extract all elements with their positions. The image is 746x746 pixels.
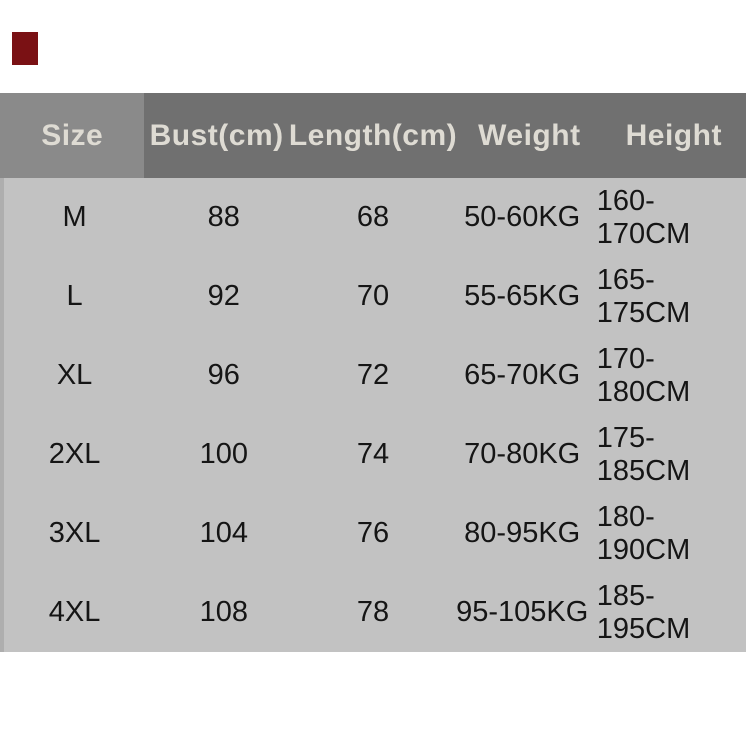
length-value: 78 (356, 596, 390, 628)
table-row-l (0, 257, 746, 336)
column-header-bust: Bust(cm) (149, 118, 284, 152)
height-value: 185-195CM (596, 579, 691, 645)
size-label: 2XL (48, 438, 101, 470)
size-label: 3XL (48, 517, 101, 549)
height-value: 165-175CM (596, 263, 691, 329)
bust-value: 92 (207, 280, 240, 312)
weight-value: 80-95KG (464, 517, 581, 549)
size-label: L (66, 280, 83, 312)
length-value: 72 (356, 359, 390, 391)
table-row-2xl (0, 415, 746, 494)
weight-value: 65-70KG (464, 359, 581, 391)
weight-value: 70-80KG (464, 438, 581, 470)
height-value: 175-185CM (596, 421, 691, 487)
column-header-height: Height (625, 118, 722, 152)
size-label: XL (56, 359, 93, 391)
bust-value: 108 (199, 596, 248, 628)
height-value: 160-170CM (596, 184, 691, 250)
bust-value: 96 (207, 359, 240, 391)
height-value: 180-190CM (596, 500, 691, 566)
table-row-4xl (0, 573, 746, 652)
length-value: 74 (356, 438, 390, 470)
bust-value: 104 (199, 517, 248, 549)
table-row-m (0, 178, 746, 257)
length-value: 76 (356, 517, 390, 549)
bust-value: 88 (207, 201, 240, 233)
bust-value: 100 (199, 438, 248, 470)
size-chart-table (0, 93, 746, 652)
column-header-size: Size (0, 93, 144, 178)
table-row-xl (0, 336, 746, 415)
table-header-row (0, 93, 746, 178)
column-header-weight: Weight (478, 118, 581, 152)
red-badge (12, 32, 38, 65)
table-body (0, 178, 746, 652)
size-label: M (62, 201, 87, 233)
weight-value: 95-105KG (456, 596, 589, 628)
weight-value: 55-65KG (464, 280, 581, 312)
column-header-length: Length(cm) (288, 118, 458, 152)
table-row-3xl (0, 494, 746, 573)
weight-value: 50-60KG (464, 201, 581, 233)
length-value: 70 (356, 280, 390, 312)
size-label: 4XL (48, 596, 101, 628)
height-value: 170-180CM (596, 342, 691, 408)
length-value: 68 (356, 201, 390, 233)
